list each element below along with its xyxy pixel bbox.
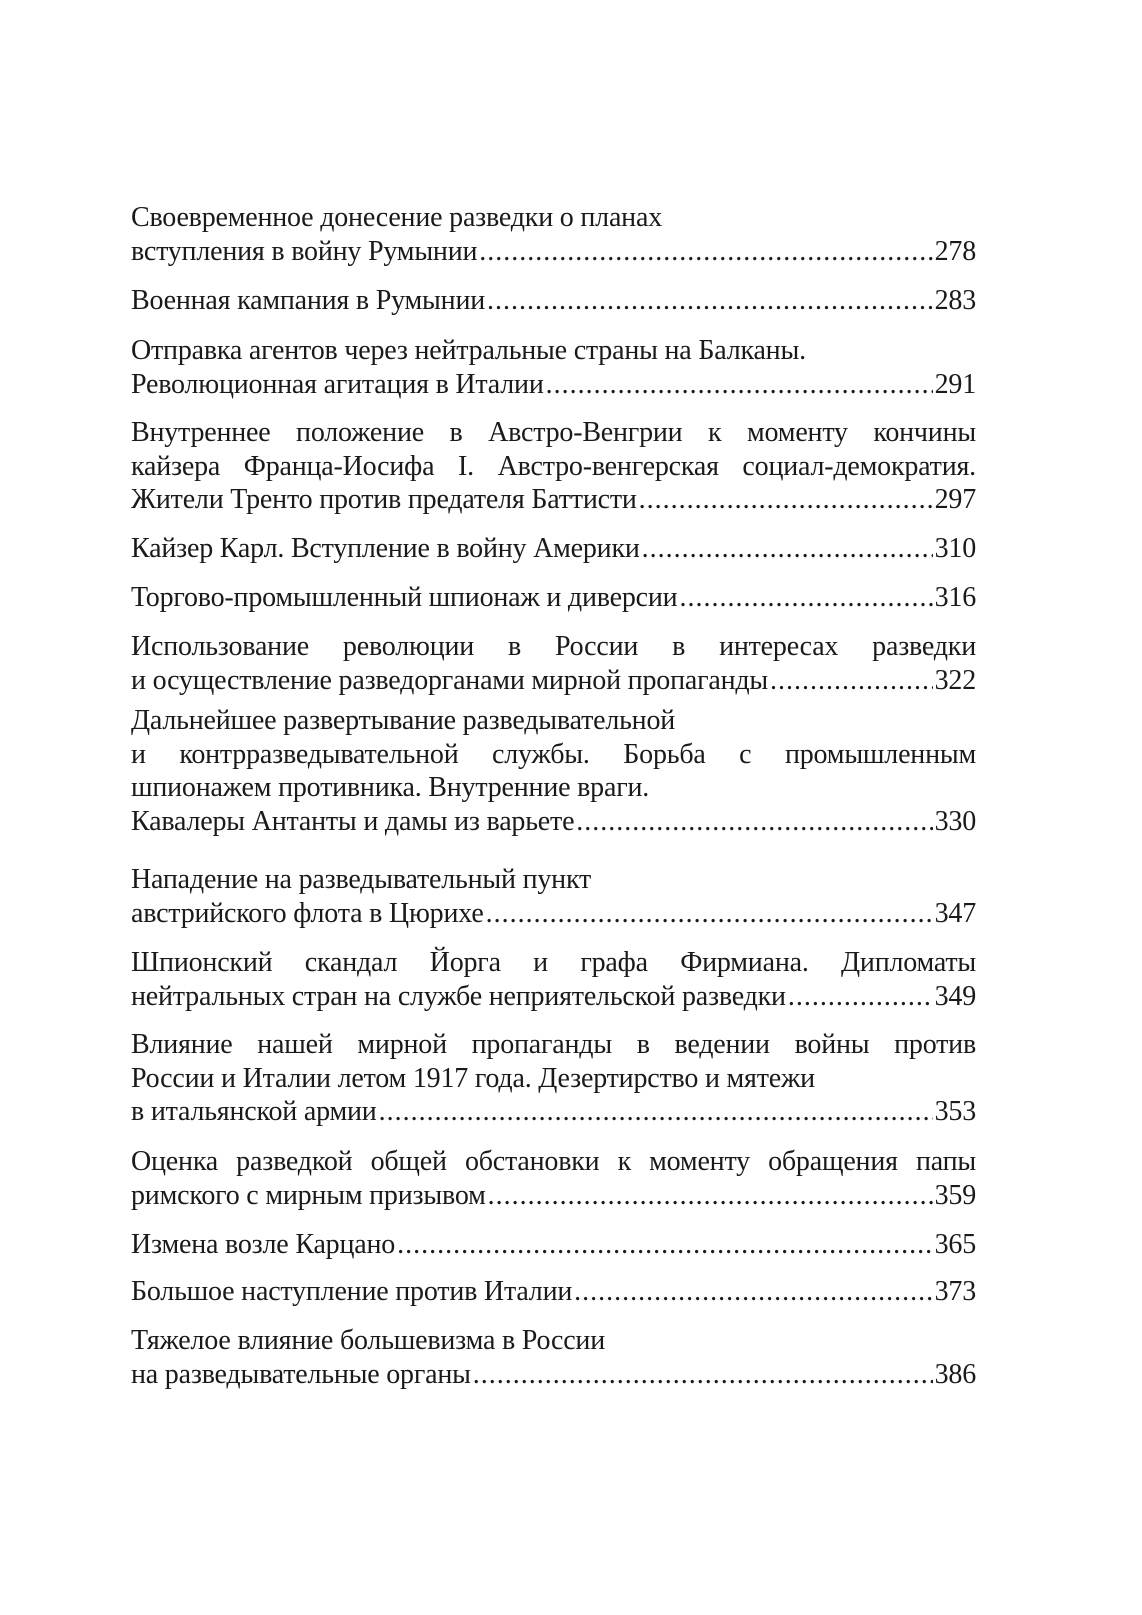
toc-entry-last-line xyxy=(131,980,976,1014)
toc-entry-title-line: Военная кампания в Румынии xyxy=(131,285,486,316)
toc-entry-title-line: Нападение на разведывательный пункт xyxy=(131,864,592,895)
page-number: 310 xyxy=(934,533,976,564)
toc-entry-title-line: Тяжелое влияние большевизма в России xyxy=(131,1325,605,1356)
toc-entry[interactable] xyxy=(131,863,976,930)
toc-entry[interactable] xyxy=(131,416,976,517)
dot-leader xyxy=(546,368,933,402)
toc-entry-last-line xyxy=(131,664,976,698)
toc-entry-title-line: Влияние нашей мирной пропаганды в ведении войны против xyxy=(131,1029,976,1060)
toc-entry-title-line: Торгово-промышленный шпионаж и диверсии xyxy=(131,582,678,613)
toc-entry-title-line: Своевременное донесение разведки о планах xyxy=(131,202,662,233)
dot-leader xyxy=(770,664,933,698)
page-number: 330 xyxy=(934,805,976,837)
toc-entry-title-line: в итальянской армии xyxy=(131,1096,377,1127)
page-number: 278 xyxy=(934,235,976,267)
toc-entry-last-line xyxy=(131,1179,976,1213)
page-number: 297 xyxy=(934,484,976,515)
page-number: 365 xyxy=(934,1229,976,1260)
page-number: 373 xyxy=(934,1276,976,1307)
toc-entry-title-line: Внутреннее положение в Австро-Венгрии к моменту кончины xyxy=(131,417,976,448)
page-number: 283 xyxy=(934,285,976,316)
toc-entry-last-line xyxy=(131,532,976,566)
dot-leader xyxy=(473,1358,933,1392)
toc-entry-title-line: Использование революции в России в интересах разведки xyxy=(131,631,976,662)
dot-leader xyxy=(642,532,933,566)
toc-entry-title-line: кайзера Франца-Иосифа I. Австро-венгерская социал-демократия. xyxy=(131,450,976,482)
toc-entry-title-line: Революционная агитация в Италии xyxy=(131,368,544,400)
toc-entry-last-line xyxy=(131,581,976,615)
page-number: 359 xyxy=(934,1179,976,1211)
toc-entry-title-line: Отправка агентов через нейтральные страны на Балканы. xyxy=(131,335,806,366)
toc-entry[interactable] xyxy=(131,201,976,268)
toc-entry-title-line: и контрразведывательной службы. Борьба с промышленным xyxy=(131,738,976,770)
toc-entry-last-line xyxy=(131,1275,976,1309)
toc-entry[interactable] xyxy=(131,1275,976,1309)
toc-entry-title-line: шпионажем противника. Внутренние враги. xyxy=(131,772,650,803)
toc-entry[interactable] xyxy=(131,630,976,697)
toc-entry[interactable] xyxy=(131,1145,976,1212)
toc-entry[interactable] xyxy=(131,1028,976,1129)
toc-entry-last-line xyxy=(131,483,976,517)
page-number: 347 xyxy=(934,897,976,929)
toc-entry-last-line xyxy=(131,1358,976,1392)
toc-entry-title-line: Большое наступление против Италии xyxy=(131,1276,573,1307)
toc-entry-title-line: Жители Тренто против предателя Баттисти xyxy=(131,484,637,515)
toc-entry-title-line: на разведывательные органы xyxy=(131,1358,471,1390)
toc-entry[interactable] xyxy=(131,1324,976,1391)
page-number: 291 xyxy=(934,368,976,400)
toc-entry-title-line: австрийского флота в Цюрихе xyxy=(131,897,484,929)
toc-entry-title-line: Оценка разведкой общей обстановки к моменту обращения папы xyxy=(131,1146,976,1177)
toc-entry-title-line: Шпионский скандал Йорга и графа Фирмиана. Дипломаты xyxy=(131,947,976,978)
toc-entry-last-line xyxy=(131,1095,976,1129)
toc-entry-title-line: и осуществление разведорганами мирной пропаганды xyxy=(131,664,769,696)
page-number: 316 xyxy=(934,582,976,613)
dot-leader xyxy=(488,1179,933,1213)
dot-leader xyxy=(479,235,932,269)
toc-entry-title-line: римского с мирным призывом xyxy=(131,1179,486,1211)
toc-entry-last-line xyxy=(131,805,976,839)
toc-entry[interactable] xyxy=(131,532,976,566)
toc-entry-title-line: России и Италии летом 1917 года. Дезертирство и мятежи xyxy=(131,1062,815,1094)
toc-entry[interactable] xyxy=(131,946,976,1013)
toc-entry-title-line: Измена возле Карцано xyxy=(131,1229,396,1260)
dot-leader xyxy=(487,284,933,318)
page-number: 349 xyxy=(934,980,976,1012)
dot-leader xyxy=(639,483,933,517)
toc-entry-last-line xyxy=(131,284,976,318)
toc-entry-title-line: нейтральных стран на службе неприятельской разведки xyxy=(131,980,786,1012)
dot-leader xyxy=(486,897,933,931)
page-number: 353 xyxy=(934,1096,976,1127)
toc-entry[interactable] xyxy=(131,1228,976,1262)
toc-entry-title-line: Кавалеры Антанты и дамы из варьете xyxy=(131,805,575,837)
toc-entry[interactable] xyxy=(131,284,976,318)
dot-leader xyxy=(574,1275,932,1309)
page-number: 386 xyxy=(934,1358,976,1390)
toc-entry-title-line: Дальнейшее развертывание разведывательной xyxy=(131,705,676,736)
toc-entry[interactable] xyxy=(131,581,976,615)
dot-leader xyxy=(679,581,932,615)
toc-entry-title-line: вступления в войну Румынии xyxy=(131,235,478,267)
dot-leader xyxy=(397,1228,933,1262)
dot-leader xyxy=(379,1095,933,1129)
toc-entry-last-line xyxy=(131,368,976,402)
toc-entry-title-line: Кайзер Карл. Вступление в войну Америки xyxy=(131,533,640,564)
toc-entry[interactable] xyxy=(131,334,976,401)
toc-entry-last-line xyxy=(131,897,976,931)
page-number: 322 xyxy=(934,664,976,696)
dot-leader xyxy=(788,980,933,1014)
toc-entry[interactable] xyxy=(131,704,976,838)
dot-leader xyxy=(576,805,932,839)
toc-entry-last-line xyxy=(131,1228,976,1262)
toc-entry-last-line xyxy=(131,235,976,269)
